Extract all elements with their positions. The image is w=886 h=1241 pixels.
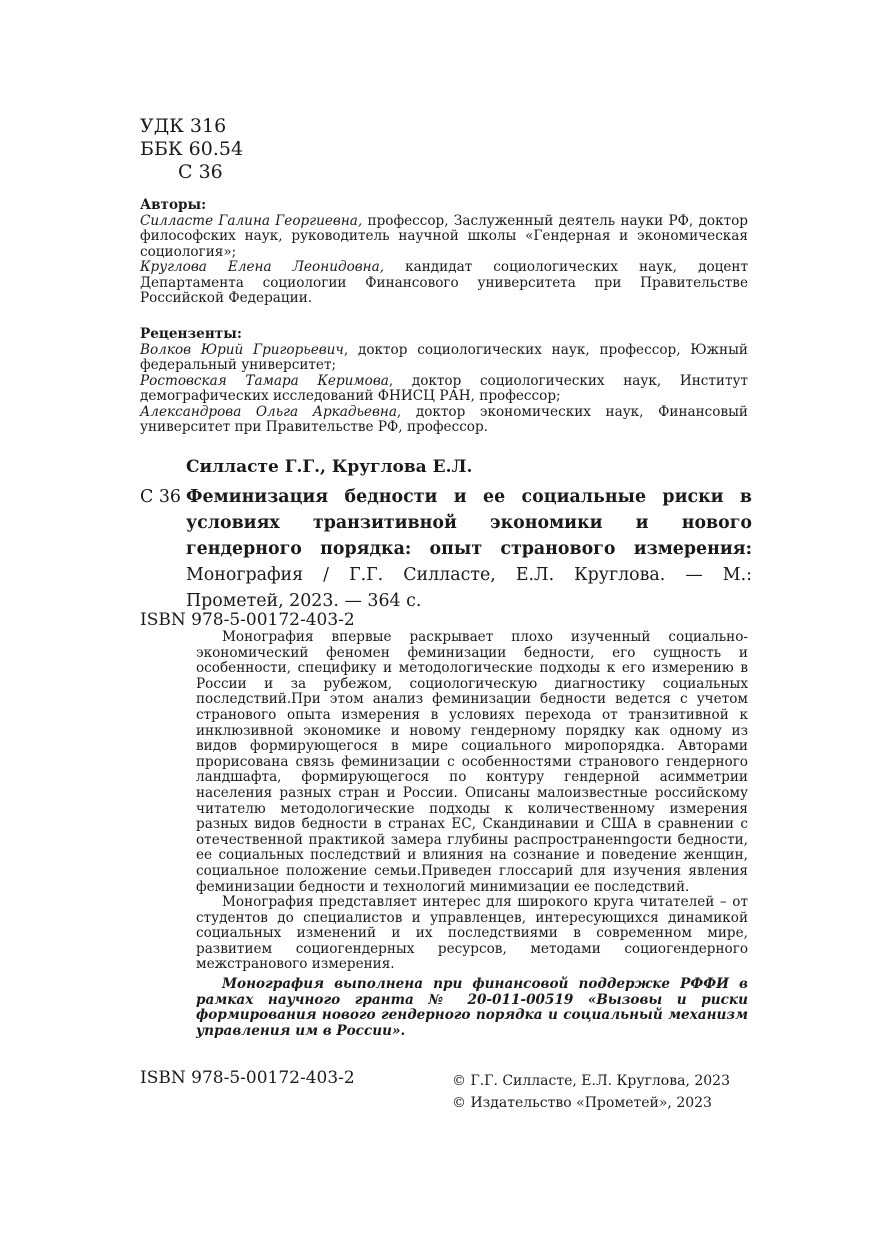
citation-authors: Силласте Г.Г., Круглова Е.Л. [186,457,473,477]
reviewer-name: Волков Юрий Григорьевич [140,341,344,358]
copyright-block [452,1070,730,1114]
reviewer-description: , доктор экономических наук, Финансовый университет при Правительстве РФ, профессор. [140,403,748,435]
annotation [196,630,748,1039]
annotation-paragraph: Монография впервые раскрывает плохо изученный социально-экономический феномен феминизации бедности, его сущность и особенности, специфику и методологические подходы к его измерению в России и за рубежом, социологическую диагностику социальных последствий.При этом анализ феминизации бедности ведется с учетом странового опыта измерения в условиях перехода от транзитивной к инклюзивной экономике и новому гендерному порядку как одному из видов формирующегося в мире социального миропорядка. Авторами прорисована связь феминизации с особенностями странового гендерного ландшафта, формирующегося по контуру гендерной асимметрии населения разных стран и России. Описаны малоизвестные российскому читателю методологические подходы к количественному измерения разных видов бедности в странах ЕС, Скандинавии и США в сравнении с отечественной практикой замера глубины распространенngости бедности, ее социальных последствий и влияния на сознание и поведение женщин, социальное положение семьи.Приведен глоссарий для изучения явления феминизации бедности и технологий минимизации ее последствий. [196,629,748,895]
funding-note: Монография выполнена при финансовой поддержке РФФИ в рамках научного гранта № 20-011-00519 «Вызовы и риски формирования нового гендерного порядка и социальный механизм управления им в России». [196,976,748,1039]
authors-section [140,198,748,307]
copyright-authors: © Г.Г. Силласте, Е.Л. Круглова, 2023 [452,1073,730,1089]
bbk-code: ББК 60.54 [140,138,244,160]
citation-code: С 36 [140,487,181,507]
isbn-bottom: ISBN 978-5-00172-403-2 [140,1068,355,1088]
annotation-paragraph: Монография представляет интерес для широкого круга читателей – от студентов до специалистов и управленцев, интересующихся динамикой социальных изменений и их последствиями в современном мире, развитием социогендерных ресурсов, методами социогендерного межстранового измерения. [196,894,748,973]
author-name: Силласте Галина Георгиевна, [140,212,363,229]
author-description: профессор, Заслуженный деятель науки РФ, доктор философских наук, руководитель научной школы «Гендерная и экономическая социология»; [140,212,748,260]
author-entry [140,260,748,307]
citation-body [186,484,752,614]
author-name: Круглова Елена Леонидовна, [140,259,385,275]
reviewer-name: Александрова Ольга Аркадьевна [140,403,397,420]
classification-codes [140,115,243,184]
author-mark: С 36 [178,161,223,183]
publication-details: Монография / Г.Г. Силласте, Е.Л. Круглова. — М.: Прометей, 2023. — 364 с. [186,565,752,611]
reviewer-entry [140,405,748,436]
author-description: кандидат социологических наук, доцент Департамента социологии Финансового университета при Правительстве Российской Федерации. [140,259,748,306]
reviewers-section [140,327,748,436]
copyright-publisher: © Издательство «Прометей», 2023 [452,1095,712,1111]
authors-heading: Авторы: [140,197,207,213]
reviewer-description: , доктор социологических наук, Институт демографических исследований ФНИСЦ РАН, профессор; [140,372,748,404]
isbn-top: ISBN 978-5-00172-403-2 [140,610,355,630]
reviewer-entry [140,374,748,405]
reviewer-description: , доктор социологических наук, профессор, Южный федеральный университет; [140,341,748,373]
reviewers-heading: Рецензенты: [140,326,242,342]
udk-code: УДК 316 [140,115,227,137]
reviewer-entry [140,343,748,374]
book-title: Феминизация бедности и ее социальные риски в условиях транзитивной экономики и нового гендерного порядка: опыт странового измерения: [186,487,752,559]
reviewer-name: Ростовская Тамара Керимова [140,372,389,389]
author-entry [140,214,748,261]
bibliographic-citation [140,484,752,614]
